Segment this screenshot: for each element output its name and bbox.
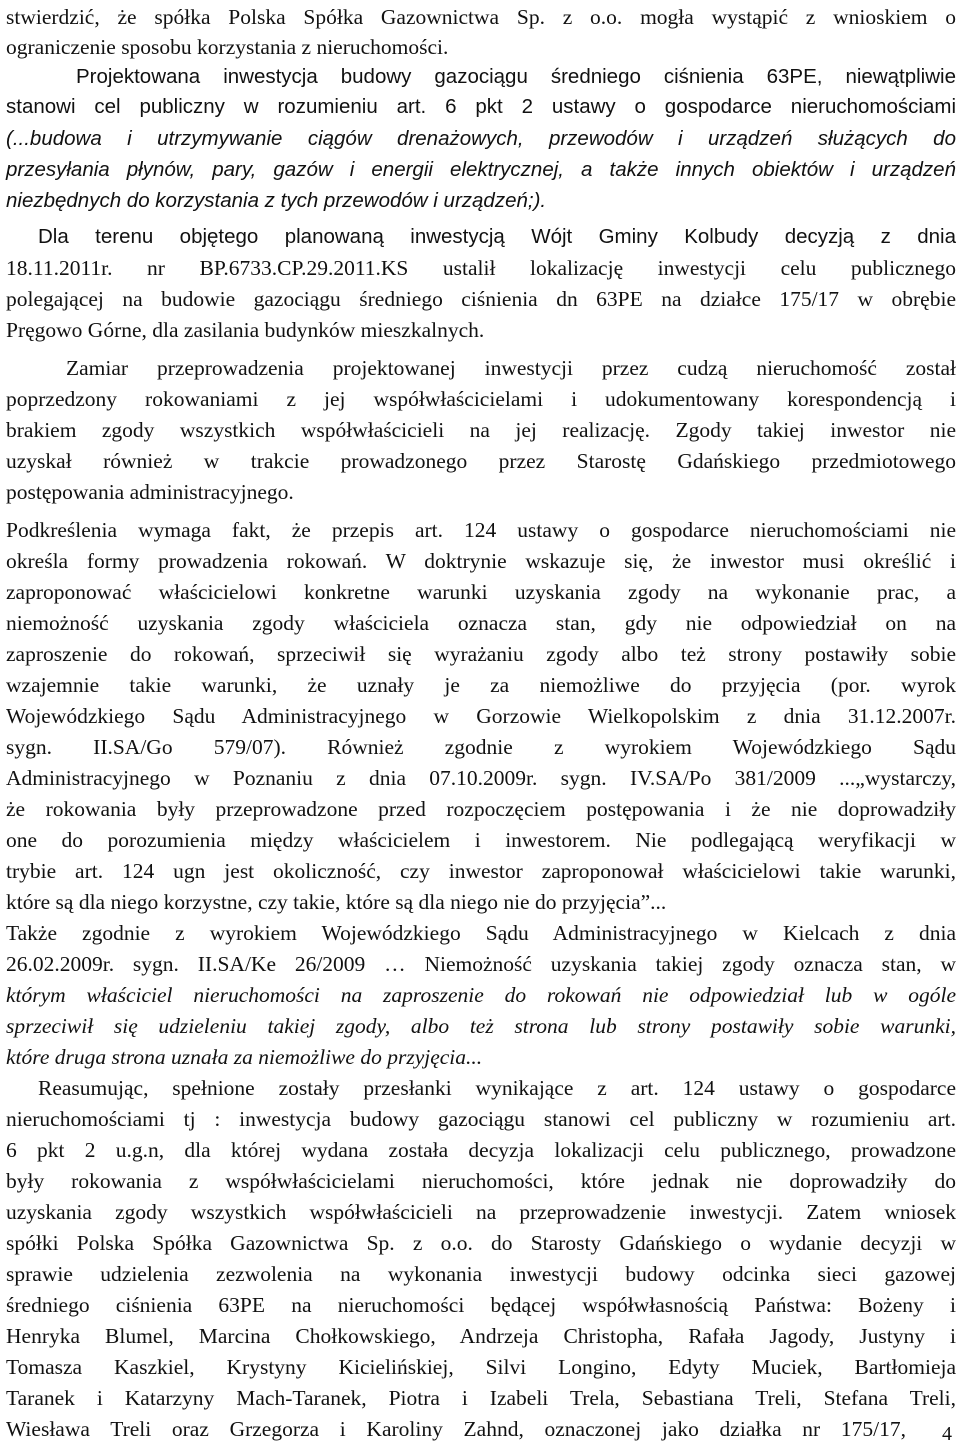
text-line: one do porozumienia między właścicielem i inwestorem. Nie podlegającą weryfikacji w [6,828,956,852]
text-line: spółki Polska Spółka Gazownictwa Sp. z o.o. do Starosty Gdańskiego o wydanie decyzji w [6,1231,956,1255]
text-line: ograniczenie sposobu korzystania z nieruchomości. [6,35,449,59]
text-line: 6 pkt 2 u.g.n, dla której wydana została decyzja lokalizacji celu publicznego, prowadzone [6,1138,956,1162]
text-line: Projektowana inwestycja budowy gazociągu średniego ciśnienia 63PE, niewątpliwie [76,65,956,88]
text-line: niezbędnych do korzystania z tych przewodów i urządzeń;). [6,189,547,212]
text-line: Tomasza Kaszkiel, Krystyny Kicielińskiej, Silvi Longino, Edyty Muciek, Bartłomieja [6,1355,956,1379]
text-line: którym właściciel nieruchomości na zaproszenie do rokowań nie odpowiedział lub w ogóle [6,983,956,1007]
text-line: wzajemnie takie warunki, że uznały je za niemożliwe do przyjęcia (por. wyrok [6,673,956,697]
text-line: poprzedzony rokowaniami z jej współwłaścicielami i udokumentowany korespondencją i [6,387,956,411]
text-line: postępowania administracyjnego. [6,480,294,504]
text-line: zaproszenie do rokowań, sprzeciwił się wyrażaniu zgody albo też strony postawiły sobie [6,642,956,666]
text-line: sprzeciwił się udzieleniu takiej zgody, albo też strona lub strony postawiły sobie warunki, [6,1014,956,1038]
text-line: sprawie udzielenia zezwolenia na wykonania inwestycji budowy odcinka sieci gazowej [6,1262,956,1286]
text-line: Dla terenu objętego planowaną inwestycją Wójt Gminy Kolbudy decyzją z dnia [38,225,956,248]
text-line: zaproponować właścicielowi konkretne warunki uzyskania zgody na wykonanie prac, a [6,580,956,604]
text-line: że rokowania były przeprowadzone przed rozpoczęciem postępowania i że nie doprowadziły [6,797,956,821]
text-line: trybie art. 124 ugn jest okoliczność, czy inwestor zaproponował właścicielowi takie warunki, [6,859,956,883]
text-line: przesyłania płynów, pary, gazów i energii elektrycznej, a także innych obiektów i urządzeń [6,158,956,181]
text-line: stwierdzić, że spółka Polska Spółka Gazownictwa Sp. z o.o. mogła wystąpić z wnioskiem o [6,5,956,29]
text-line: które są dla niego korzystne, czy takie, które są dla niego nie do przyjęcia”... [6,890,667,914]
text-line: średniego ciśnienia 63PE na nieruchomości będącej współwłasnością Państwa: Bożeny i [6,1293,956,1317]
text-line: Henryka Blumel, Marcina Chołkowskiego, Andrzeja Christopha, Rafała Jagody, Justyny i [6,1324,956,1348]
text-line: określa formy prowadzenia rokowań. W doktrynie wskazuje się, że inwestor musi określić i [6,549,956,573]
text-line: (...budowa i utrzymywanie ciągów drenażowych, przewodów i urządzeń służących do [6,127,956,150]
text-line: Także zgodnie z wyrokiem Wojewódzkiego Sądu Administracyjnego w Kielcach z dnia [6,921,956,945]
text-line: 18.11.2011r. nr BP.6733.CP.29.2011.KS ustalił lokalizację inwestycji celu publicznego [6,256,956,280]
text-line: Wiesława Treli oraz Grzegorza i Karoliny Zahnd, oznaczonej jako działka nr 175/17, [6,1417,906,1441]
text-line: nieruchomościami tj : inwestycja budowy gazociągu stanowi cel publiczny w rozumieniu art. [6,1107,956,1131]
text-line: sygn. II.SA/Go 579/07). Również zgodnie z wyrokiem Wojewódzkiego Sądu [6,735,956,759]
text-line: 26.02.2009r. sygn. II.SA/Ke 26/2009 … Niemożność uzyskania takiej zgody oznacza stan, w [6,952,956,976]
text-line: niemożność uzyskania zgody właściciela oznacza stan, gdy nie odpowiedział on na [6,611,956,635]
text-line: Wojewódzkiego Sądu Administracyjnego w Gorzowie Wielkopolskim z dnia 31.12.2007r. [6,704,956,728]
text-line: stanowi cel publiczny w rozumieniu art. 6 pkt 2 ustawy o gospodarce nieruchomościami [6,95,956,118]
page-number: 4 [942,1423,952,1445]
text-line: Podkreślenia wymaga fakt, że przepis art. 124 ustawy o gospodarce nieruchomościami nie [6,518,956,542]
text-line: Administracyjnego w Poznaniu z dnia 07.10.2009r. sygn. IV.SA/Po 381/2009 ...„wystarczy, [6,766,956,790]
text-line: uzyskania zgody wszystkich współwłaścicieli na przeprowadzenie inwestycji. Zatem wniosek [6,1200,956,1224]
text-line: które druga strona uznała za niemożliwe do przyjęcia... [6,1045,483,1069]
text-line: brakiem zgody wszystkich współwłaścicieli na jej realizację. Zgody takiej inwestor nie [6,418,956,442]
text-line: były rokowania z współwłaścicielami nieruchomości, które jednak nie doprowadziły do [6,1169,956,1193]
text-line: Zamiar przeprowadzenia projektowanej inwestycji przez cudzą nieruchomość został [66,356,956,380]
text-line: uzyskał również w trakcie prowadzonego przez Starostę Gdańskiego przedmiotowego [6,449,956,473]
text-line: polegającej na budowie gazociągu średniego ciśnienia dn 63PE na działce 175/17 w obrębie [6,287,956,311]
text-line: Pręgowo Górne, dla zasilania budynków mieszkalnych. [6,318,485,342]
text-line: Reasumując, spełnione zostały przesłanki wynikające z art. 124 ustawy o gospodarce [38,1076,956,1100]
text-line: Taranek i Katarzyny Mach-Taranek, Piotra i Izabeli Trela, Sebastiana Treli, Stefana Treli, [6,1386,956,1410]
